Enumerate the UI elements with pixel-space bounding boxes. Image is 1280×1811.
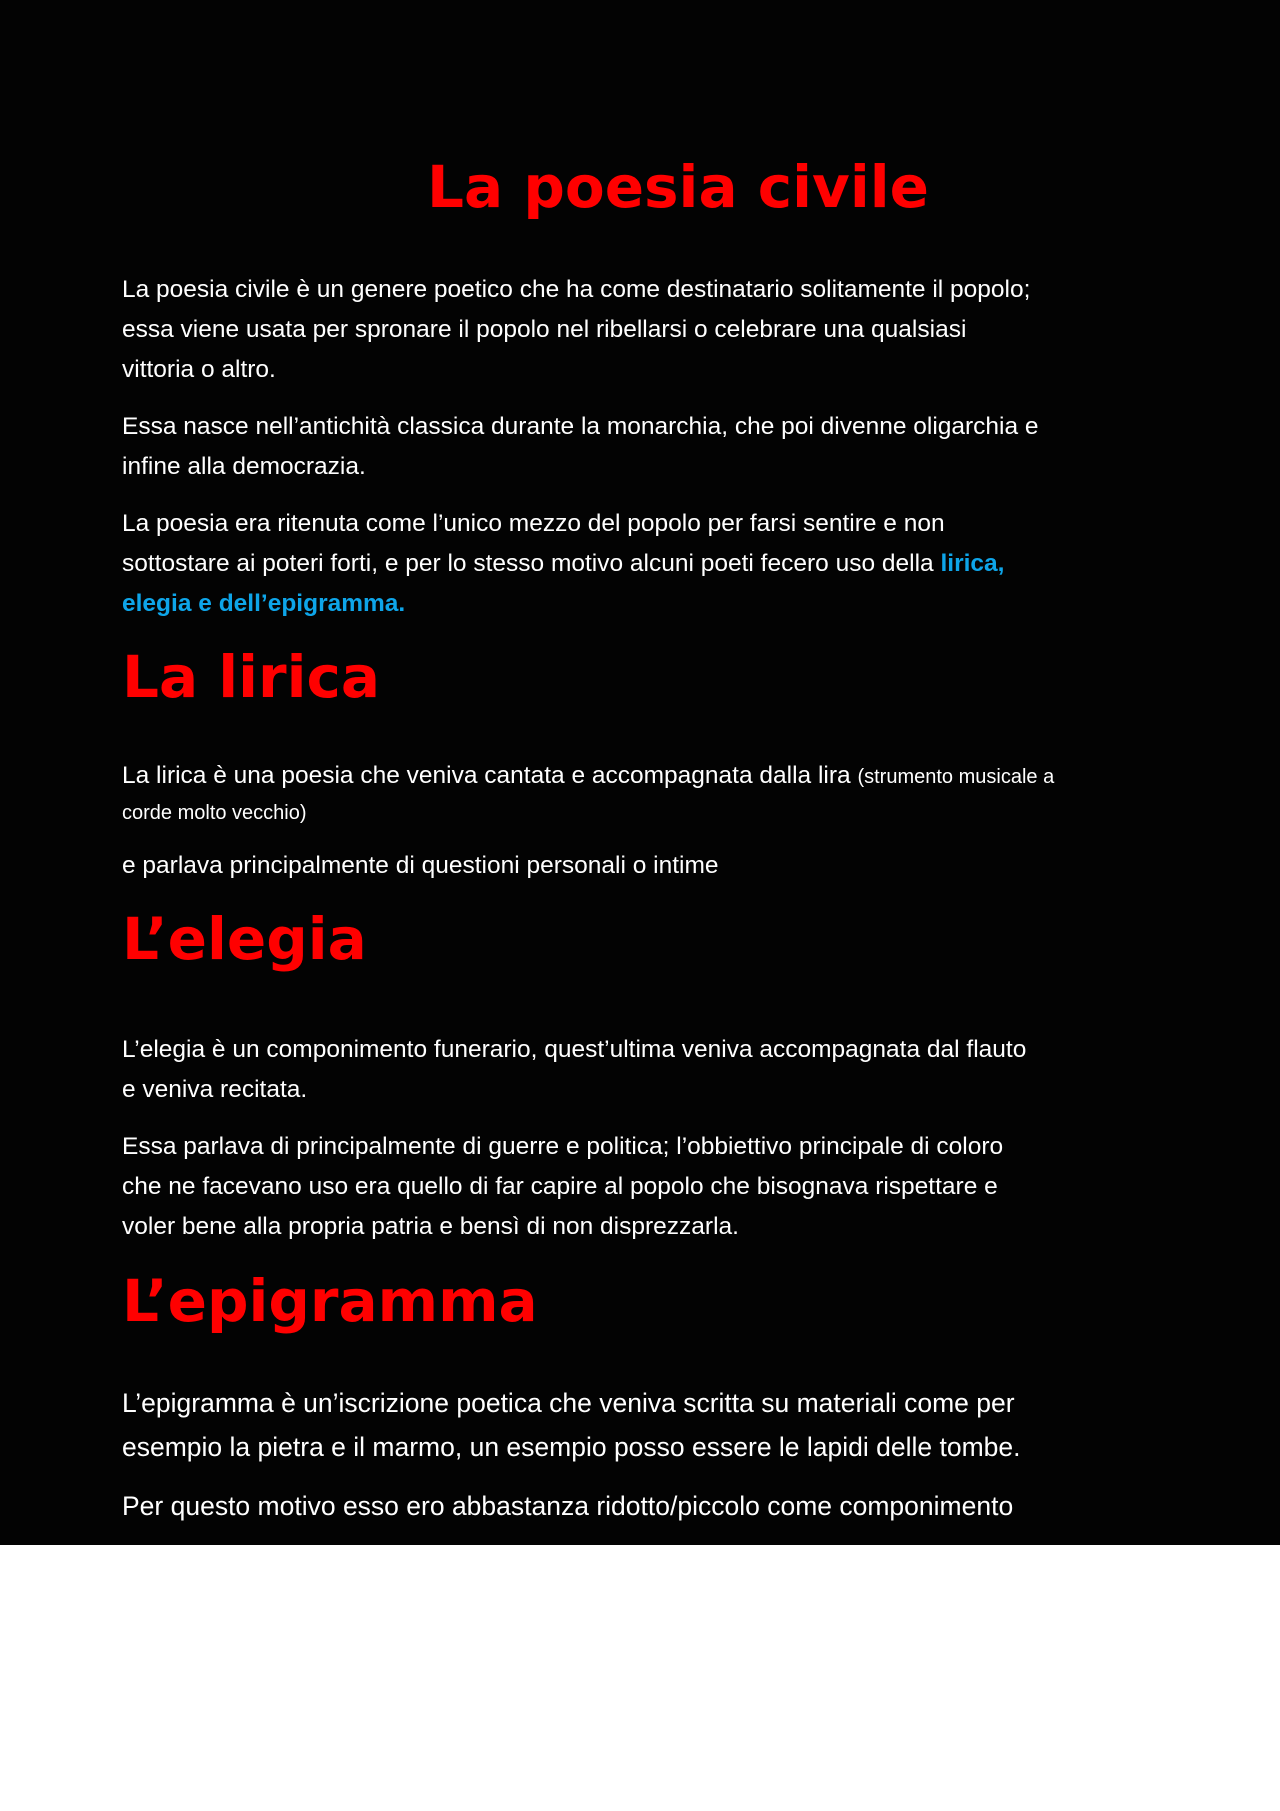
parenthetical-note: corde molto vecchio) [122,802,307,824]
intro-paragraph-2 [122,407,1039,487]
text-line: La poesia era ritenuta come l’unico mezzo del popolo per farsi sentire e non [122,510,945,537]
text-segment: La lirica è una poesia che veniva cantata e accompagnata dalla lira [122,762,858,789]
text-line: esempio la pietra e il marmo, un esempio posso essere le lapidi delle tombe. [122,1432,1021,1462]
heading-elegia: L’elegia [122,905,367,973]
page-title: La poesia civile [427,153,929,221]
lirica-paragraph-2: e parlava principalmente di questioni personali o intime [122,852,719,879]
elegia-paragraph-1 [122,1030,1026,1110]
heading-lirica: La lirica [122,643,381,711]
text-line [122,544,1004,584]
text-line: infine alla democrazia. [122,453,366,480]
text-line: che ne facevano uso era quello di far capire al popolo che bisognava rispettare e [122,1173,998,1200]
text-segment: sottostare ai poteri forti, e per lo stesso motivo alcuni poeti fecero uso della [122,550,941,577]
text-line: e veniva recitata. [122,1076,308,1103]
text-line: Essa nasce nell’antichità classica durante la monarchia, che poi divenne oligarchia e [122,413,1039,440]
lirica-paragraph-1 [122,758,1054,831]
text-line: L’elegia è un componimento funerario, quest’ultima veniva accompagnata dal flauto [122,1036,1027,1063]
text-line: vittoria o altro. [122,356,276,383]
text-line: essa viene usata per spronare il popolo nel ribellarsi o celebrare una qualsiasi [122,316,967,343]
intro-paragraph-1 [122,270,1030,390]
parenthetical-note: (strumento musicale a [857,766,1055,788]
epigramma-paragraph-2: Per questo motivo esso ero abbastanza ridotto/piccolo come componimento [122,1491,1014,1521]
epigramma-paragraph-1 [122,1381,1021,1469]
intro-paragraph-3 [122,504,1004,624]
text-line: L’epigramma è un’iscrizione poetica che veniva scritta su materiali come per [122,1388,1015,1418]
heading-epigramma: L’epigramma [122,1267,538,1335]
text-line: Essa parlava di principalmente di guerre e politica; l’obbiettivo principale di coloro [122,1133,1004,1160]
text-line: voler bene alla propria patria e bensì di non disprezzarla. [122,1213,739,1240]
text-line [122,758,1054,795]
highlight-elegia-epigramma: elegia e dell’epigramma. [122,590,406,617]
elegia-paragraph-2 [122,1127,1003,1247]
highlight-lirica: lirica, [940,550,1005,577]
text-line: La poesia civile è un genere poetico che ha come destinatario solitamente il popolo; [122,276,1031,303]
